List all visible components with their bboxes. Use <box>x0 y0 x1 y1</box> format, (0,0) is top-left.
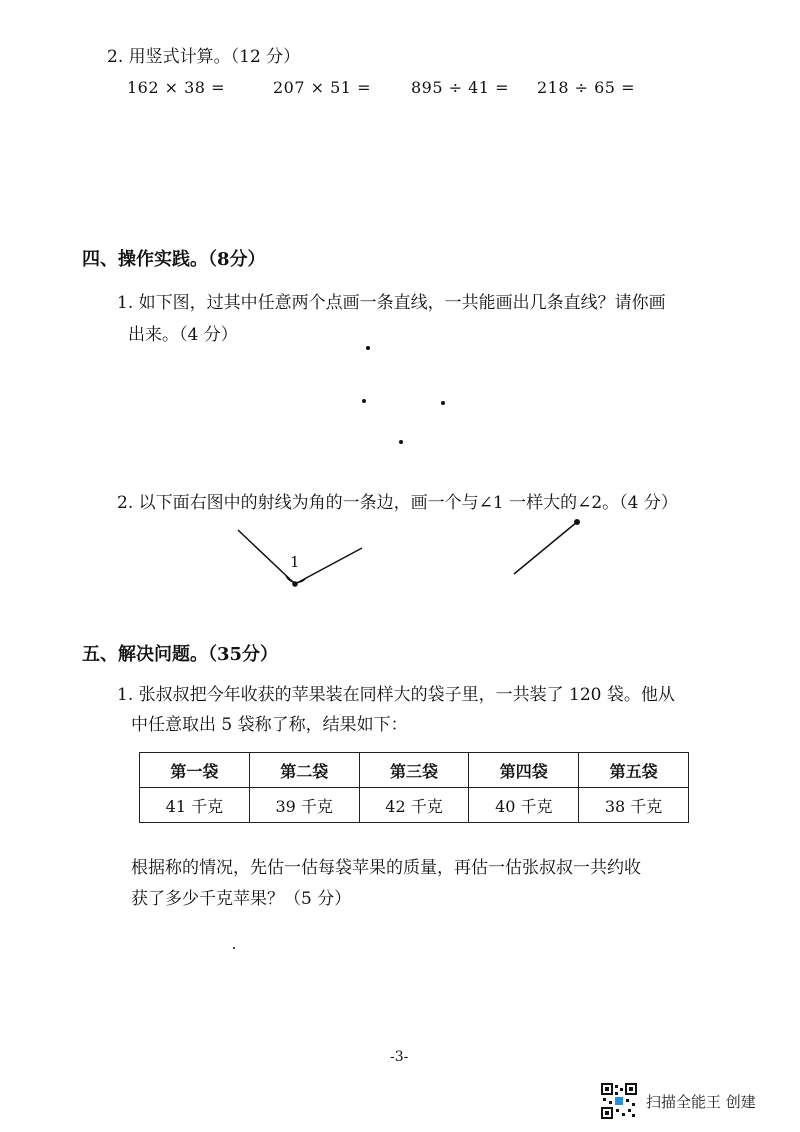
weight-table <box>139 752 689 823</box>
table-header-cell: 第三袋 <box>359 753 469 788</box>
table-cell: 41 千克 <box>140 788 250 823</box>
point-left <box>362 399 366 403</box>
table-header-cell: 第四袋 <box>469 753 579 788</box>
calc-question-title: 2. 用竖式计算。（12 分） <box>107 47 301 67</box>
point-bottom <box>399 440 403 444</box>
table-header-row <box>140 753 689 788</box>
angle-1-vertex <box>292 581 298 587</box>
qr-code-icon <box>601 1083 637 1119</box>
section-4-q1-line2: 出来。（4 分） <box>128 325 238 345</box>
given-ray-figure <box>505 512 590 582</box>
given-ray-endpoint <box>574 519 580 525</box>
stray-mark <box>233 947 235 949</box>
calc-problem-3: 895 ÷ 41 = <box>411 78 509 97</box>
section-5-heading: 五、解决问题。（35分） <box>82 644 279 665</box>
table-cell: 42 千克 <box>359 788 469 823</box>
section-4-q1-line1: 1. 如下图，过其中任意两个点画一条直线，一共能画出几条直线？请你画 <box>117 293 666 313</box>
table-cell: 40 千克 <box>469 788 579 823</box>
calc-problem-4: 218 ÷ 65 = <box>537 78 635 97</box>
section-4-heading: 四、操作实践。（8分） <box>82 249 266 270</box>
section-5-q1-line2: 中任意取出 5 袋称了称，结果如下： <box>131 715 408 735</box>
table-row <box>140 788 689 823</box>
table-cell: 39 千克 <box>249 788 359 823</box>
angle-1-figure <box>230 520 380 595</box>
scanner-watermark-text: 扫描全能王 创建 <box>646 1093 756 1111</box>
section-5-q1-line1: 1. 张叔叔把今年收获的苹果装在同样大的袋子里，一共装了 120 袋。他从 <box>117 685 675 705</box>
section-5-followup-line2: 获了多少千克苹果？（5 分） <box>131 889 352 909</box>
section-4-q2: 2. 以下面右图中的射线为角的一条边，画一个与∠1 一样大的∠2。（4 分） <box>117 493 678 513</box>
calc-problem-1: 162 × 38 = <box>127 78 225 97</box>
given-ray-line <box>514 522 577 574</box>
point-top <box>366 346 370 350</box>
section-5-followup-line1: 根据称的情况，先估一估每袋苹果的质量，再估一估张叔叔一共约收 <box>131 858 641 878</box>
table-cell: 38 千克 <box>579 788 689 823</box>
angle-1-label: 1 <box>290 553 300 571</box>
table-header-cell: 第二袋 <box>249 753 359 788</box>
point-right <box>441 401 445 405</box>
table-header-cell: 第一袋 <box>140 753 250 788</box>
page-number: -3- <box>390 1049 409 1065</box>
table-header-cell: 第五袋 <box>579 753 689 788</box>
calc-problem-2: 207 × 51 = <box>273 78 371 97</box>
